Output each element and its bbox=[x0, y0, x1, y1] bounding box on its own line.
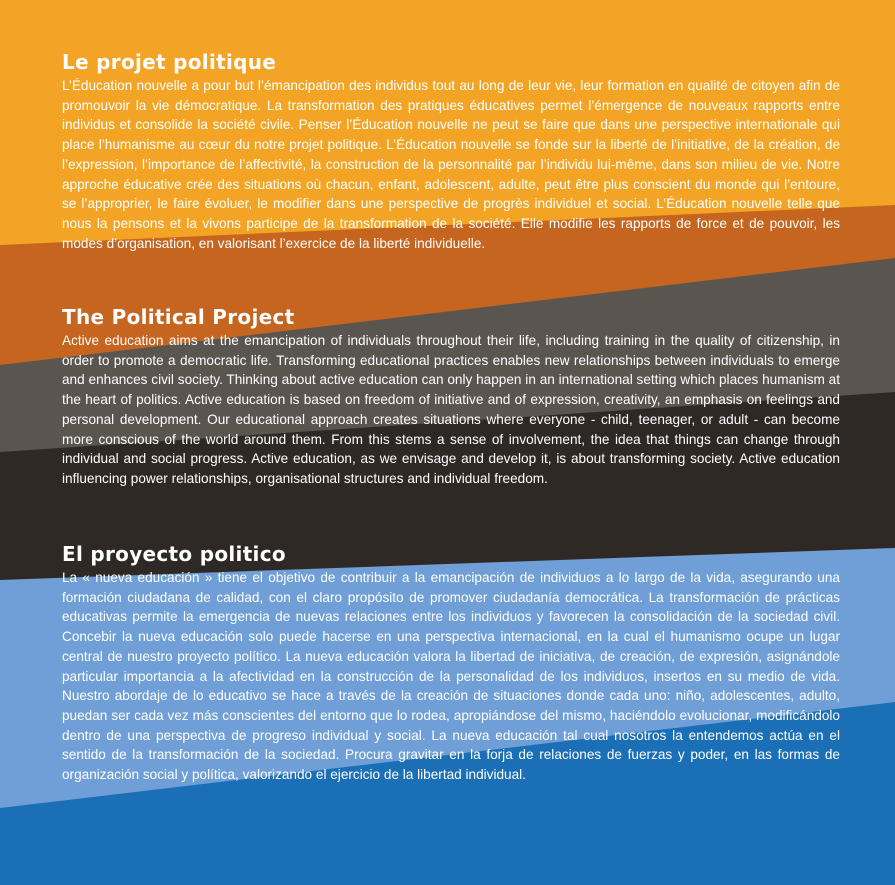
section-title-spanish: El proyecto politico bbox=[62, 542, 286, 566]
section-french bbox=[62, 50, 840, 253]
section-body-english: Active education aims at the emancipation of individuals throughout their life, including training in the quality of citizenship, in order to promote a democratic life. Transforming educational practices enables new relationships between individuals to emerge and enhances civil society. Thinking about active education can only happen in an international setting which places humanism at the heart of politics. Active education is based on freedom of initiative and of expression, creativity, an emphasis on feelings and personal development. Our educational approach creates situations where everyone - child, teenager, or adult - can become more conscious of the world around them. From this stems a sense of involvement, the idea that things can change through individual and social progress. Active education, as we envisage and develop it, is about transforming society. Active education influencing power relationships, organisational structures and individual freedom. bbox=[62, 333, 840, 486]
section-english bbox=[62, 305, 840, 489]
section-title-english: The Political Project bbox=[62, 305, 295, 329]
section-title-french: Le projet politique bbox=[62, 50, 277, 74]
section-spanish bbox=[62, 542, 840, 785]
section-body-spanish: La « nueva educación » tiene el objetivo de contribuir a la emancipación de individuos a lo largo de la vida, asegurando una formación ciudadana de calidad, con el claro propósito de promover ciudadanía democrática. La transformación de prácticas educativas permite la emergencia de nuevas relaciones entre los individuos y favorecen la consolidación de la sociedad civil. Concebir la nueva educación solo puede hacerse en una perspectiva internacional, en la cual el humanismo ocupe un lugar central de nuestro proyecto político. La nueva educación valora la libertad de iniciativa, de creación, de expresión, asignándole particular importancia a la afectividad en la construcción de la personalidad de los individuos, insertos en su medio de vida. Nuestro abordaje de lo educativo se hace a través de la creación de situaciones donde cada uno: niño, adolescentes, adulto, puedan ser cada vez más conscientes del entorno que lo rodea, apropiándose del mismo, haciéndolo evolucionar, modificándolo dentro de una perspectiva de progreso individual y social. La nueva educación tal cual nosotros la entendemos actúa en el sentido de la transformación de la sociedad. Procura gravitar en la forja de relaciones de fuerzas y poder, en las formas de organización social y política, valorizando el ejercicio de la libertad individual. bbox=[62, 570, 840, 783]
section-body-french: L’Éducation nouvelle a pour but l’émancipation des individus tout au long de leur vie, leur formation en qualité de citoyen afin de promouvoir la vie démocratique. La transformation des pratiques éducatives permet l’émergence de nouveaux rapports entre individus et consolide la société civile. Penser l’Éducation nouvelle ne peut se faire que dans une perspective internationale qui place l’humanisme au cœur du notre projet politique. L’Éducation nouvelle se fonde sur la liberté de l’initiative, de la création, de l’expression, l’importance de l’affectivité, la construction de la personnalité par l’individu lui-même, dans son milieu de vie. Notre approche éducative crée des situations où chacun, enfant, adolescent, adulte, peut être plus conscient du monde qui l’entoure, se l’approprier, le faire évoluer, le modifier dans une perspective de progrès individuel et social. L’Éducation nouvelle telle que nous la pensons et la vivons participe de la transformation de la société. Elle modifie les rapports de force et de pouvoir, les modes d’organisation, en valorisant l’exercice de la liberté individuelle. bbox=[62, 78, 840, 251]
